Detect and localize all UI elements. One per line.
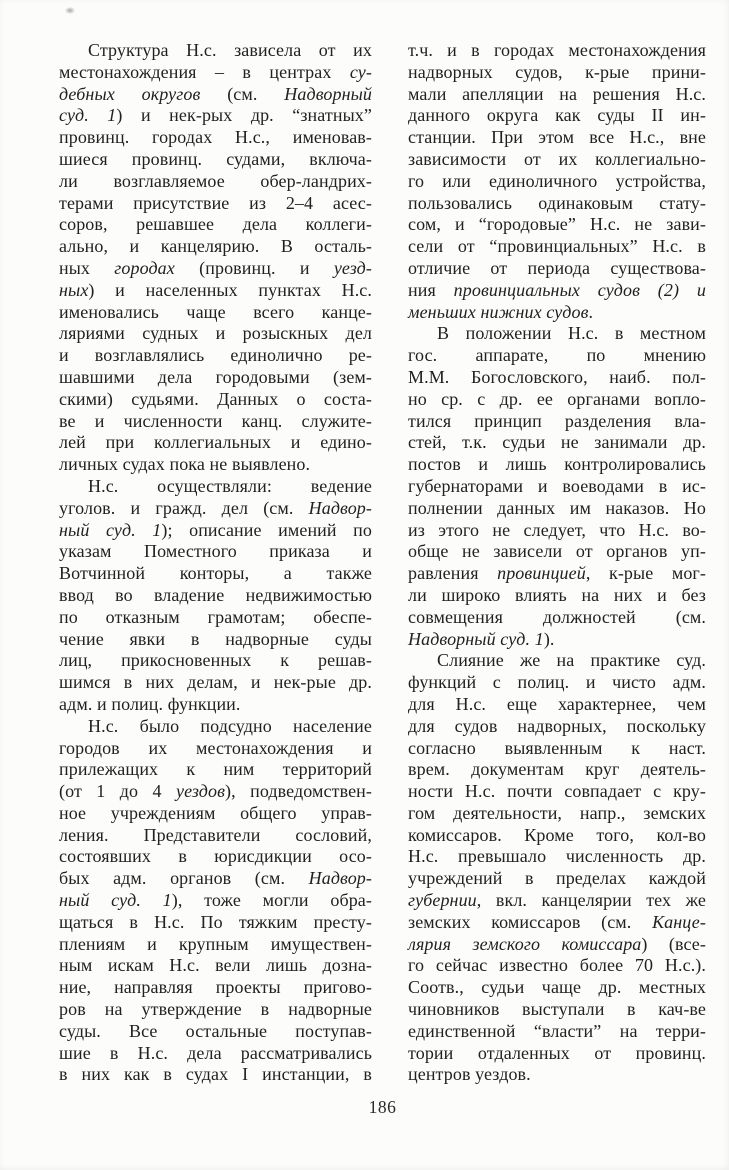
text-segment: ) и нек-рых др. “знатных” — [116, 105, 372, 126]
text-segment: ляриями судных и розыскных дел — [59, 323, 372, 344]
text-segment: терами присутствие из 2–4 асес- — [59, 192, 372, 213]
text-line — [59, 498, 372, 520]
text-segment: ), тоже могли обра- — [171, 890, 372, 911]
italic-text-segment: Надвор- — [308, 497, 372, 518]
text-line — [408, 607, 706, 629]
text-line — [59, 759, 372, 781]
text-line — [59, 650, 372, 672]
text-line — [408, 367, 706, 389]
text-segment: равления — [408, 563, 498, 584]
text-line — [59, 955, 372, 977]
text-segment: стей, т.к. судьи не занимали др. — [408, 432, 706, 453]
text-segment: земских комиссаров (см. — [408, 911, 653, 932]
text-line — [59, 1064, 372, 1086]
text-line — [59, 40, 372, 62]
text-segment: гос. аппарате, по мнению — [408, 345, 706, 366]
left-text-column — [59, 40, 372, 1086]
text-segment: обще не зависели от органов уп- — [408, 541, 706, 562]
text-segment: станции. При этом все Н.с., вне — [408, 127, 706, 148]
text-segment: ных — [59, 257, 115, 278]
text-line — [408, 345, 706, 367]
text-segment: щаться в Н.с. По тяжким престу- — [59, 911, 372, 932]
text-line — [59, 890, 372, 912]
text-segment: ным искам Н.с. вели лишь дозна- — [59, 955, 372, 976]
text-segment: указам Поместного приказа и — [59, 541, 372, 562]
text-segment: данного округа как суды II ин- — [408, 105, 706, 126]
text-line — [59, 520, 372, 542]
right-text-column — [408, 40, 706, 1086]
text-line — [408, 1064, 706, 1086]
text-segment: зависимости от их коллегиально- — [408, 148, 706, 169]
italic-text-segment: дебных округов — [59, 83, 201, 104]
text-segment: ), подведомствен- — [225, 781, 372, 802]
text-line — [408, 846, 706, 868]
italic-text-segment: провинциальных судов (2) — [453, 279, 680, 300]
text-line — [59, 236, 372, 258]
text-line — [59, 214, 372, 236]
text-segment: постов и лишь контролировались — [408, 454, 706, 475]
text-line — [408, 302, 706, 324]
text-segment: бых адм. органов (см. — [59, 868, 309, 889]
text-segment: именовались чаще всего канце- — [59, 301, 372, 322]
italic-text-segment: провинцией — [497, 563, 586, 584]
text-line — [408, 912, 706, 934]
text-segment: надворных судов, к-рые прини- — [408, 61, 706, 82]
text-segment: ально, и канцелярию. В осталь- — [59, 236, 372, 257]
text-segment: для судов надворных, поскольку — [408, 715, 706, 736]
text-segment: гом деятельности, напр., земских — [408, 802, 706, 823]
text-segment: го сейчас известно более 70 Н.с.). — [408, 955, 706, 976]
text-segment: в них как в судах I инстанции, в — [59, 1064, 372, 1085]
scan-artifact — [65, 7, 75, 14]
text-segment: т.ч. и в городах местонахождения — [408, 40, 706, 60]
text-line — [59, 716, 372, 738]
text-segment: единственной “власти” на терри- — [408, 1020, 706, 1041]
text-segment: Н.с. превышало численность др. — [408, 846, 706, 867]
text-line — [59, 432, 372, 454]
text-line — [408, 171, 706, 193]
text-line — [408, 825, 706, 847]
italic-text-segment: ный суд. 1 — [59, 890, 172, 911]
text-line — [59, 367, 372, 389]
text-line — [408, 977, 706, 999]
text-line — [59, 803, 372, 825]
text-line — [408, 694, 706, 716]
text-segment: Структура Н.с. зависела от их — [88, 40, 372, 60]
text-segment: шие в Н.с. дела рассматривались — [59, 1042, 372, 1063]
text-segment: полнении данных им наказов. Но — [408, 497, 706, 518]
text-line — [408, 62, 706, 84]
text-line — [59, 977, 372, 999]
text-segment: сели от “провинциальных” Н.с. в — [408, 236, 706, 257]
text-line — [59, 781, 372, 803]
text-line — [59, 345, 372, 367]
text-segment: (провинц. и — [174, 257, 334, 278]
text-line — [59, 1043, 372, 1065]
text-segment: Вотчинной конторы, а также — [59, 563, 372, 584]
italic-text-segment: и — [679, 279, 706, 300]
text-line — [59, 258, 372, 280]
text-line — [59, 934, 372, 956]
text-segment: ли возглавляемое обер-ландрих- — [59, 170, 372, 191]
text-line — [408, 40, 706, 62]
text-segment: городов их местонахождения и — [59, 737, 372, 758]
text-line — [408, 411, 706, 433]
text-segment: , вкл. канцелярии тех же — [476, 890, 706, 911]
text-line — [408, 84, 706, 106]
text-line — [59, 476, 372, 498]
text-segment: совмещения должностей (см. — [408, 606, 706, 627]
text-line — [59, 999, 372, 1021]
text-line — [408, 105, 706, 127]
text-segment: шимся в них делам, и нек-рые др. — [59, 672, 372, 693]
text-segment: тории отдаленных от провинц. — [408, 1042, 706, 1063]
text-line — [408, 934, 706, 956]
italic-text-segment: лярия земского комиссара — [408, 933, 642, 954]
text-line — [59, 411, 372, 433]
text-line — [408, 585, 706, 607]
text-segment: ве и численности канц. служите- — [59, 410, 372, 431]
text-segment: уголов. и гражд. дел (см. — [59, 497, 309, 518]
text-line — [408, 236, 706, 258]
text-line — [408, 498, 706, 520]
text-line — [408, 563, 706, 585]
text-line — [59, 825, 372, 847]
text-line — [408, 214, 706, 236]
text-line — [408, 955, 706, 977]
text-segment: функций с полиц. и чисто адм. — [408, 672, 706, 693]
text-segment: ления. Представители сословий, — [59, 824, 372, 845]
text-line — [59, 280, 372, 302]
text-line — [408, 193, 706, 215]
text-line — [59, 84, 372, 106]
text-line — [408, 629, 706, 651]
text-segment: (см. — [200, 83, 285, 104]
text-segment: , к-рые мог- — [585, 563, 706, 584]
text-segment: учреждений в пределах каждой — [408, 868, 706, 889]
text-line — [408, 999, 706, 1021]
italic-text-segment: ный суд. 1 — [59, 519, 162, 540]
italic-text-segment: ных — [59, 279, 89, 300]
text-segment: го или единоличного устройства, — [408, 170, 706, 191]
text-line — [59, 541, 372, 563]
text-segment: ) (все- — [641, 933, 706, 954]
text-segment: адм. и полиц. функции. — [59, 693, 241, 714]
text-segment: ) и населенных пунктах Н.с. — [88, 279, 372, 300]
text-line — [408, 476, 706, 498]
text-segment: соров, решавшее дела коллеги- — [59, 214, 372, 235]
text-segment: плениям и крупным имуществен- — [59, 933, 372, 954]
italic-text-segment: меньших нижних судов — [408, 301, 589, 322]
text-segment: мали апелляции на решения Н.с. — [408, 83, 706, 104]
text-segment: чение явки в надворные суды — [59, 628, 372, 649]
text-line — [408, 149, 706, 171]
text-segment: Н.с. было подсудно население — [88, 715, 372, 736]
text-line — [59, 846, 372, 868]
text-line — [408, 1043, 706, 1065]
text-line — [59, 171, 372, 193]
text-segment: ров на утверждение в надворные — [59, 999, 372, 1020]
italic-text-segment: Надворный суд. 1 — [408, 628, 544, 649]
text-segment: Соотв., судьи чаще др. местных — [408, 977, 706, 998]
text-line — [59, 1021, 372, 1043]
italic-text-segment: Канце- — [652, 911, 706, 932]
text-line — [408, 258, 706, 280]
text-line — [408, 759, 706, 781]
text-segment: тился принцип разделения вла- — [408, 410, 706, 431]
text-segment: скими) судьями. Данных о соста- — [59, 388, 372, 409]
text-segment: шиеся провинц. судами, включа- — [59, 148, 372, 169]
italic-text-segment: суд. 1 — [59, 105, 117, 126]
text-segment: согласно выявленным к наст. — [408, 737, 706, 758]
text-line — [59, 62, 372, 84]
text-segment: ввод во владение недвижимостью — [59, 584, 372, 605]
text-line — [59, 454, 372, 476]
text-line — [59, 607, 372, 629]
text-segment: для Н.с. еще характернее, чем — [408, 693, 706, 714]
italic-text-segment: Надвор- — [308, 868, 372, 889]
text-line — [59, 868, 372, 890]
text-segment: отличие от периода существова- — [408, 257, 706, 278]
text-line — [59, 302, 372, 324]
text-segment: лиц, прикосновенных к решав- — [59, 650, 372, 671]
text-segment: ности Н.с. почти совпадает с кру- — [408, 781, 706, 802]
text-segment: В положении Н.с. в местном — [437, 323, 706, 344]
text-line — [408, 280, 706, 302]
text-line — [408, 323, 706, 345]
text-line — [408, 432, 706, 454]
text-line — [408, 781, 706, 803]
text-line — [59, 694, 372, 716]
text-line — [408, 541, 706, 563]
text-segment: и возглавлялись единолично ре- — [59, 345, 372, 366]
text-segment: ное учреждениям общего управ- — [59, 802, 372, 823]
text-segment: ). — [543, 628, 555, 649]
text-segment: сом, и “городовые” Н.с. не зави- — [408, 214, 706, 235]
text-line — [59, 149, 372, 171]
text-segment: Н.с. осуществляли: ведение — [88, 475, 372, 496]
text-line — [59, 629, 372, 651]
text-segment: пользовались одинаковым стату- — [408, 192, 706, 213]
text-segment: центров уездов. — [408, 1064, 531, 1085]
text-line — [59, 738, 372, 760]
text-line — [408, 868, 706, 890]
italic-text-segment: уездов — [175, 781, 226, 802]
text-line — [59, 672, 372, 694]
text-line — [408, 1021, 706, 1043]
text-segment: врем. документам круг деятель- — [408, 759, 706, 780]
italic-text-segment: губернии — [408, 890, 477, 911]
text-segment: но ср. с др. ее органами вопло- — [408, 388, 706, 409]
text-segment: губернаторами и воеводами в ис- — [408, 475, 706, 496]
page-number: 186 — [368, 1097, 397, 1117]
text-segment: ); описание имений по — [161, 519, 372, 540]
text-segment: из этого не следует, что Н.с. во- — [408, 519, 706, 540]
text-line — [59, 389, 372, 411]
italic-text-segment: городах — [114, 257, 175, 278]
text-segment: местонахождения – в центрах — [59, 61, 350, 82]
text-line — [59, 127, 372, 149]
text-segment: ние, направляя проекты пригово- — [59, 977, 372, 998]
text-segment: прилежащих к ним территорий — [59, 759, 372, 780]
italic-text-segment: уезд- — [333, 257, 372, 278]
text-segment: лей при коллегиальных и едино- — [59, 432, 372, 453]
text-segment: суды. Все остальные поступав- — [59, 1020, 372, 1041]
text-segment: личных судах пока не выявлено. — [59, 454, 311, 475]
italic-text-segment: Надворный — [284, 83, 372, 104]
text-line — [59, 193, 372, 215]
text-line — [408, 650, 706, 672]
text-line — [408, 520, 706, 542]
text-segment: шавшими дела городовыми (зем- — [59, 366, 372, 387]
text-segment: по отказным грамотам; обеспе- — [59, 606, 372, 627]
text-line — [408, 389, 706, 411]
text-line — [59, 105, 372, 127]
text-line — [408, 738, 706, 760]
text-segment: ния — [408, 279, 454, 300]
text-segment: Слияние же на практике суд. — [437, 650, 706, 671]
text-segment: . — [588, 301, 594, 322]
text-segment: провинц. городах Н.с., именовав- — [59, 127, 372, 148]
text-line — [408, 454, 706, 476]
text-line — [59, 585, 372, 607]
text-line — [408, 803, 706, 825]
text-segment: ли широко влиять на них и без — [408, 584, 706, 605]
text-line — [59, 912, 372, 934]
text-segment: чиновников выступали в кач-ве — [408, 999, 706, 1020]
text-segment: состоявших в юрисдикции осо- — [59, 846, 372, 867]
text-line — [59, 563, 372, 585]
text-line — [408, 890, 706, 912]
text-segment: М.М. Богословского, наиб. пол- — [408, 366, 706, 387]
text-segment: (от 1 до 4 — [59, 781, 176, 802]
text-line — [408, 716, 706, 738]
text-line — [408, 127, 706, 149]
text-line — [59, 323, 372, 345]
text-line — [408, 672, 706, 694]
italic-text-segment: су- — [349, 61, 372, 82]
text-segment: комиссаров. Кроме того, кол-во — [408, 824, 706, 845]
